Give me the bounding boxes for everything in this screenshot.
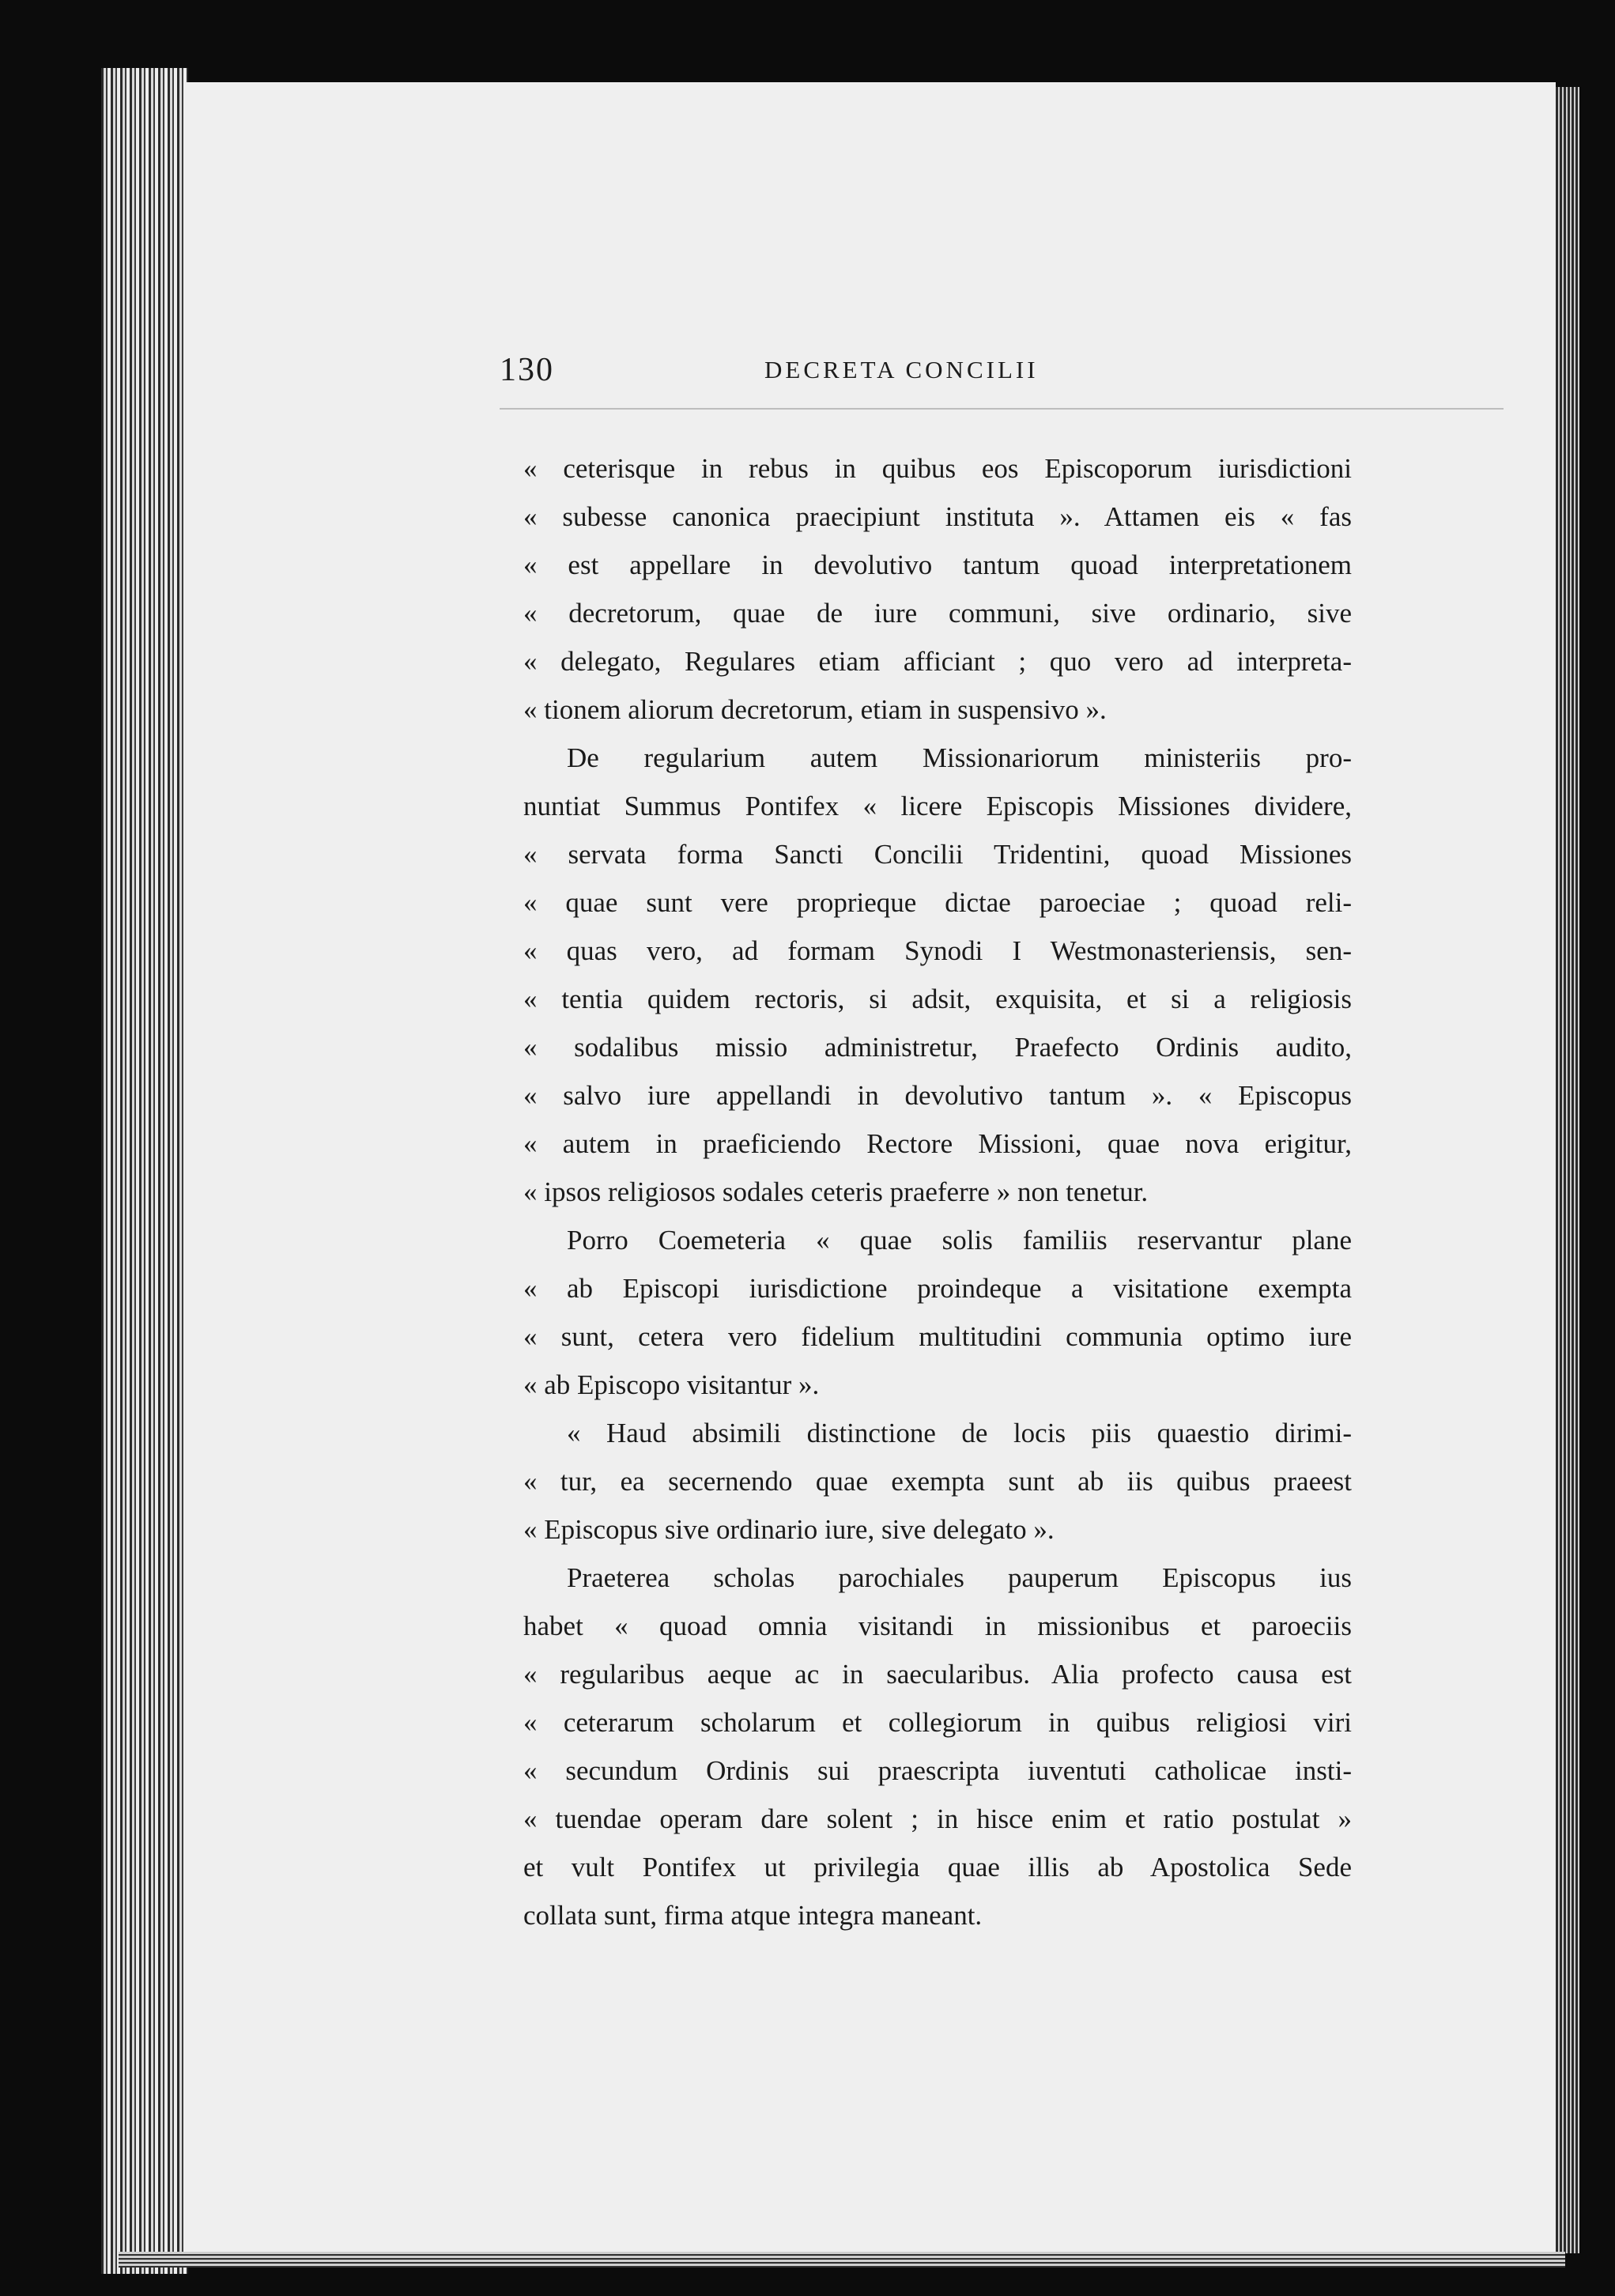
text-line: « tionem aliorum decretorum, etiam in suspensivo ». — [523, 694, 1107, 725]
page-sheet — [183, 82, 1556, 2252]
text-line: nuntiat Summus Pontifex « licere Episcopis Missiones dividere, — [523, 791, 1352, 821]
body-text — [523, 444, 1352, 1939]
text-line: habet « quoad omnia visitandi in missionibus et paroeciis — [523, 1611, 1352, 1641]
text-line: et vult Pontifex ut privilegia quae illis ab Apostolica Sede — [523, 1852, 1352, 1882]
book-right-edge — [1556, 87, 1579, 2253]
text-line: « tur, ea secernendo quae exempta sunt ab iis quibus praeest — [523, 1466, 1352, 1497]
text-line: « secundum Ordinis sui praescripta iuventuti catholicae insti- — [523, 1755, 1352, 1786]
text-line: « decretorum, quae de iure communi, sive ordinario, sive — [523, 598, 1352, 629]
text-line: « quas vero, ad formam Synodi I Westmonasteriensis, sen- — [523, 935, 1352, 966]
text-line: « servata forma Sancti Concilii Tridentini, quoad Missiones — [523, 839, 1352, 870]
text-line: « ab Episcopi iurisdictione proindeque a visitatione exempta — [523, 1273, 1352, 1304]
text-line: « ceterarum scholarum et collegiorum in quibus religiosi viri — [523, 1707, 1352, 1738]
text-line: De regularium autem Missionariorum ministeriis pro- — [567, 742, 1352, 773]
text-line: « sunt, cetera vero fidelium multitudini communia optimo iure — [523, 1321, 1352, 1352]
book-page-edges — [101, 68, 188, 2274]
text-line: « subesse canonica praecipiunt instituta ». Attamen eis « fas — [523, 501, 1352, 532]
text-line: « regularibus aeque ac in saecularibus. Alia profecto causa est — [523, 1659, 1352, 1690]
text-line: « Episcopus sive ordinario iure, sive delegato ». — [523, 1514, 1055, 1545]
text-line: « tuendae operam dare solent ; in hisce enim et ratio postulat » — [523, 1803, 1352, 1834]
book-bottom-edge — [119, 2252, 1565, 2268]
text-line: « autem in praeficiendo Rectore Missioni, quae nova erigitur, — [523, 1128, 1352, 1159]
running-head: DECRETA CONCILII — [764, 356, 1039, 383]
text-line: collata sunt, firma atque integra maneant. — [523, 1900, 983, 1931]
text-line: Porro Coemeteria « quae solis familiis reservantur plane — [567, 1225, 1352, 1256]
text-line: « salvo iure appellandi in devolutivo tantum ». « Episcopus — [523, 1080, 1352, 1111]
text-line: « quae sunt vere proprieque dictae paroeciae ; quoad reli- — [523, 887, 1352, 918]
header-rule — [500, 408, 1504, 410]
text-line: « sodalibus missio administretur, Praefecto Ordinis audito, — [523, 1032, 1352, 1063]
text-line: « est appellare in devolutivo tantum quoad interpretationem — [523, 549, 1352, 580]
text-line: « ceterisque in rebus in quibus eos Episcoporum iurisdictioni — [523, 453, 1352, 484]
text-line: « Haud absimili distinctione de locis piis quaestio dirimi- — [567, 1418, 1352, 1448]
text-line: « ab Episcopo visitantur ». — [523, 1369, 820, 1400]
text-line: « ipsos religiosos sodales ceteris praeferre » non tenetur. — [523, 1176, 1149, 1207]
page-number: 130 — [500, 352, 554, 388]
text-line: Praeterea scholas parochiales pauperum Episcopus ius — [567, 1562, 1352, 1593]
text-line: « tentia quidem rectoris, si adsit, exquisita, et si a religiosis — [523, 984, 1352, 1014]
text-line: « delegato, Regulares etiam afficiant ; quo vero ad interpreta- — [523, 646, 1352, 677]
